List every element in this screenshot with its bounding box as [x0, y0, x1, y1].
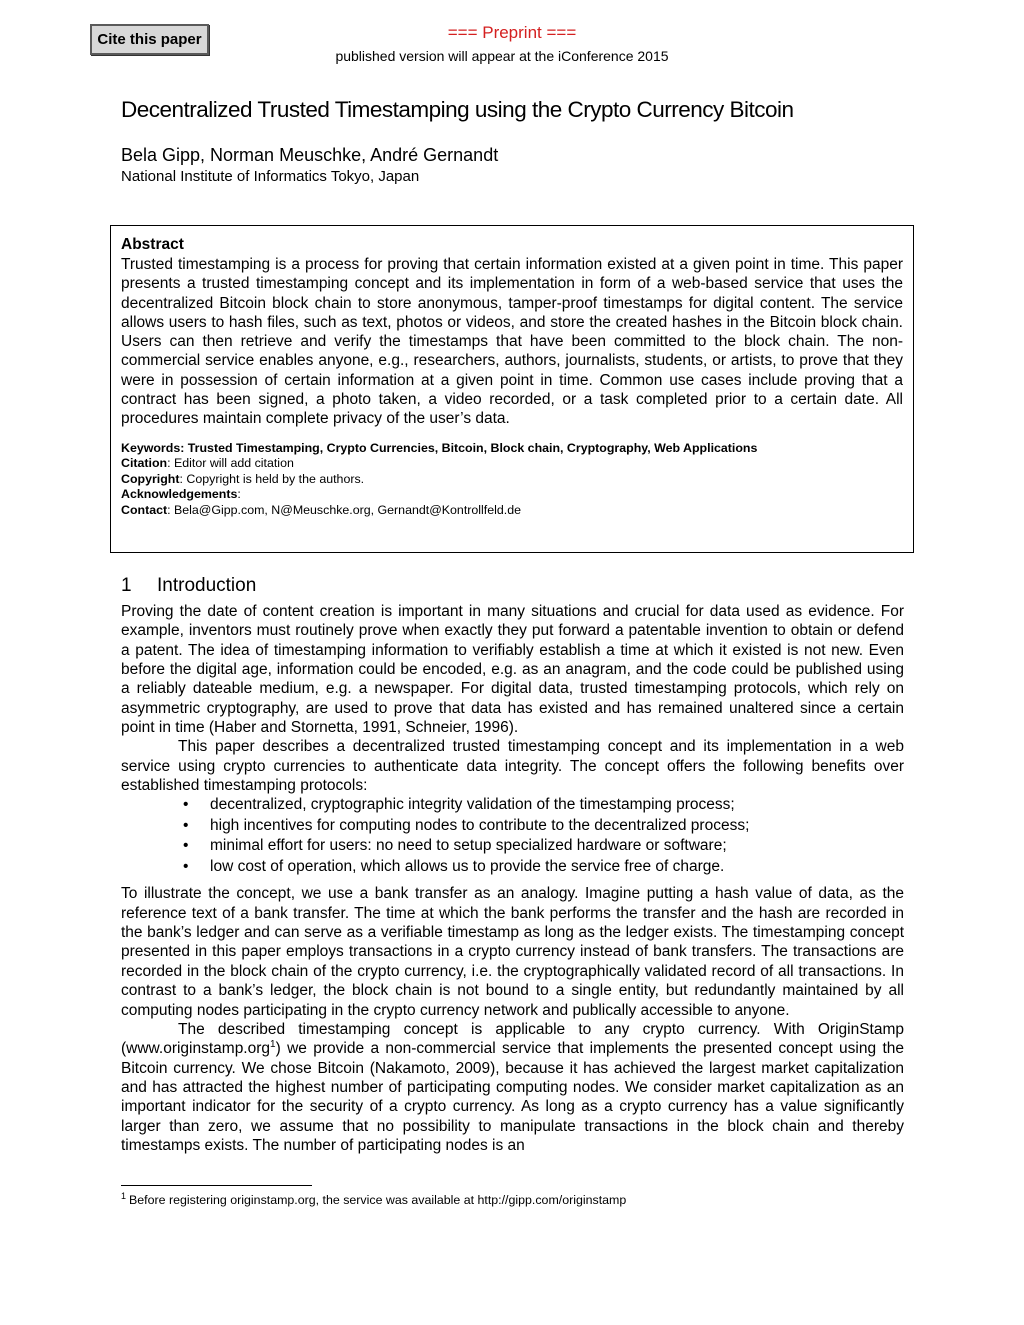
list-item: • high incentives for computing nodes to contribute to the decentralized process;	[183, 816, 904, 837]
abstract-text: Trusted timestamping is a process for proving that certain information existed at a given point in time. This paper presents a trusted timestamping concept and its implementation in form of a web-based service that uses the decentralized Bitcoin block chain to store anonymous, tamper-proof timestamps for digital content. The service allows users to hash files, such as text, photos or videos, and store the created hashes in the Bitcoin block chain. Users can then retrieve and verify the timestamps that have been committed to the block chain. The non-commercial service enables anyone, e.g., researchers, authors, journalists, students, or artists, to prove that they were in possession of certain information at a given point in time. Common use cases include proving that a contract has been signed, a photo taken, a video recorded, or a task completed prior to a certain date. All procedures maintain complete privacy of the user’s data.	[121, 256, 903, 428]
footnote-marker: 1	[121, 1190, 127, 1201]
publication-note: published version will appear at the iConference 2015	[335, 48, 669, 64]
bullet-icon: •	[183, 857, 189, 875]
keywords: Keywords: Trusted Timestamping, Crypto Currencies, Bitcoin, Block chain, Cryptography, Web Applications	[121, 440, 758, 455]
intro-paragraph-3: To illustrate the concept, we use a bank transfer as an analogy. Imagine putting a hash value of data, as the reference text of a bank transfer. The time at which the bank performs the transfer and the hash are recorded in the bank’s ledger and can serve as a verifiable timestamp as long as the ledger exists. The timestamping concept presented in this paper employs transactions in a crypto currency instead of bank transfers. The transactions are recorded in the block chain of the crypto currency, i.e. the cryptographically validated record of all transactions. In contrast to a bank’s ledger, the block chain is not bound to a single entity, but redundantly maintained by all computing nodes participating in the crypto currency network and publically accessible to anyone.	[121, 885, 904, 1019]
intro-paragraph-2: This paper describes a decentralized trusted timestamping concept and its implementation in a web service using crypto currencies to authenticate data integrity. The concept offers the following benefits over established timestamping protocols:	[121, 738, 904, 795]
footnote-reference[interactable]: 1	[270, 1039, 276, 1051]
acknowledgements-line: Acknowledgements:	[121, 487, 241, 502]
contact-line: Contact: Bela@Gipp.com, N@Meuschke.org, Gernandt@Kontrollfeld.de	[121, 502, 521, 517]
abstract-heading: Abstract	[121, 236, 184, 253]
section-number: 1	[121, 575, 132, 596]
introduction-section	[121, 574, 904, 1155]
list-item: • minimal effort for users: no need to setup specialized hardware or software;	[183, 836, 904, 857]
preprint-banner: === Preprint ===	[447, 23, 577, 42]
copyright-line: Copyright: Copyright is held by the authors.	[121, 471, 365, 486]
intro-paragraph-4: The described timestamping concept is applicable to any crypto currency. With OriginStamp (www.originstamp.org$^1$) we provide a non-commercial service that implements the presented concept using the Bitcoin currency. We chose Bitcoin (Nakamoto, 2009), because it has achieved the largest market capitalization and has attracted the highest number of participating computing nodes. We consider market capitalization as an important indicator for the security of a crypto currency. As long as a crypto currency has a value significantly larger than zero, we assume that no possibility to manipulate transactions in the block chain and thereby timestamps exists. The number of participating nodes is an	[121, 1020, 904, 1154]
paper-authors: Bela Gipp, Norman Meuschke, André Gernandt	[121, 145, 499, 165]
paper-title: Decentralized Trusted Timestamping using the Crypto Currency Bitcoin	[121, 97, 794, 122]
footnote	[121, 1190, 627, 1207]
paper-affiliation: National Institute of Informatics Tokyo, Japan	[121, 168, 420, 185]
bullet-icon: •	[183, 796, 189, 814]
section-heading	[121, 574, 904, 598]
footnote-text: Before registering originstamp.org, the service was available at http://gipp.com/originstamp	[129, 1193, 627, 1207]
bullet-icon: •	[183, 816, 189, 834]
abstract-box	[110, 225, 914, 553]
footnote-divider	[121, 1185, 312, 1186]
list-item: • decentralized, cryptographic integrity validation of the timestamping process;	[183, 795, 904, 816]
cite-this-paper-button[interactable]: Cite this paper	[90, 24, 209, 55]
abstract-metadata	[121, 441, 903, 519]
section-title: Introduction	[157, 575, 257, 596]
citation-line: Citation: Editor will add citation	[121, 456, 294, 471]
list-item: • low cost of operation, which allows us to provide the service free of charge.	[183, 857, 904, 878]
intro-paragraph-1: Proving the date of content creation is important in many situations and crucial for data used as evidence. For example, inventors must routinely prove when exactly they put forward a patentable invention to obtain or defend a patent. The idea of timestamping information to verifiably establish a time at which it existed is not new. Even before the digital age, information could be encoded, e.g. as an anagram, and the code could be published using a reliably dateable medium, e.g. a newspaper. For digital data, trusted timestamping protocols, which rely on asymmetric cryptography, are used to prove that data has existed and has remained unaltered since a certain point in time (Haber and Stornetta, 1991, Schneier, 1996).	[121, 603, 904, 737]
benefits-list	[121, 795, 904, 877]
bullet-icon: •	[183, 837, 189, 855]
